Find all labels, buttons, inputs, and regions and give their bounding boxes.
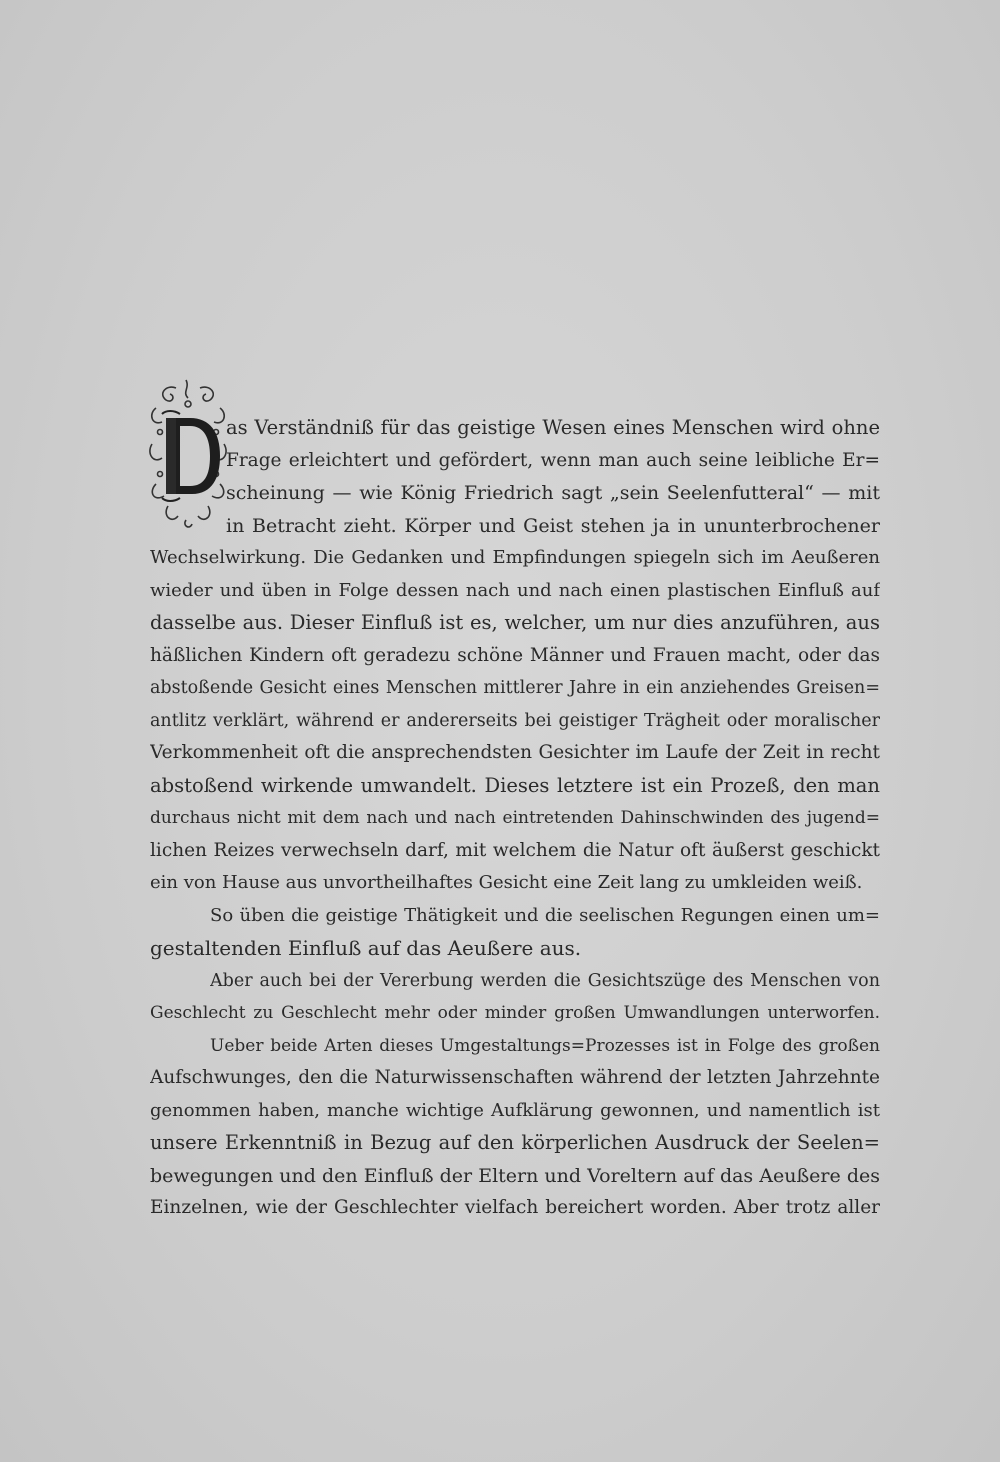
body-text <box>150 412 880 1225</box>
text-line: in Betracht zieht. Körper und Geist stehen ja in ununterbrochener <box>226 514 880 537</box>
text-line: lichen Reizes verwechseln darf, mit welchem die Natur oft äußerst geschickt <box>150 839 880 861</box>
text-line: durchaus nicht mit dem nach und nach eintretenden Dahinschwinden des jugend= <box>150 808 880 828</box>
text-line: abstoßende Gesicht eines Menschen mittlerer Jahre in ein anziehendes Greisen= <box>150 678 880 698</box>
text-line: So üben die geistige Thätigkeit und die seelischen Regungen einen um= <box>210 904 880 926</box>
text-line: genommen haben, manche wichtige Aufklärung gewonnen, und namentlich ist <box>150 1099 880 1121</box>
text-line: bewegungen und den Einfluß der Eltern und Voreltern auf das Aeußere des <box>150 1164 880 1187</box>
text-line: Ueber beide Arten dieses Umgestaltungs=Prozesses ist in Folge des großen <box>210 1035 880 1056</box>
text-line: Wechselwirkung. Die Gedanken und Empfindungen spiegeln sich im Aeußeren <box>150 547 880 568</box>
text-line: Frage erleichtert und gefördert, wenn man auch seine leibliche Er= <box>226 449 880 471</box>
text-line: Geschlecht zu Geschlecht mehr oder minder großen Umwandlungen unterworfen. <box>150 1003 880 1023</box>
text-line: Aber auch bei der Vererbung werden die Gesichtszüge des Menschen von <box>210 970 880 991</box>
text-line: Aufschwunges, den die Naturwissenschaften während der letzten Jahrzehnte <box>150 1067 880 1088</box>
text-line: häßlichen Kindern oft geradezu schöne Männer und Frauen macht, oder das <box>150 644 880 666</box>
text-line: Verkommenheit oft die ansprechendsten Gesichter im Laufe der Zeit in recht <box>150 742 880 763</box>
text-line: gestaltenden Einfluß auf das Aeußere aus. <box>150 936 582 960</box>
text-line: dasselbe aus. Dieser Einfluß ist es, welcher, um nur dies anzuführen, aus <box>150 611 880 634</box>
text-line: wieder und üben in Folge dessen nach und nach einen plastischen Einfluß auf <box>150 579 880 601</box>
text-line: as Verständniß für das geistige Wesen eines Menschen wird ohne <box>226 416 880 439</box>
text-line: scheinung — wie König Friedrich sagt „sein Seelenfutteral“ — mit <box>226 482 880 504</box>
text-line: unsere Erkenntniß in Bezug auf den körperlichen Ausdruck der Seelen= <box>150 1131 880 1154</box>
text-line: antlitz verklärt, während er andererseits bei geistiger Trägheit oder moralischer <box>150 710 880 731</box>
text-line: Einzelnen, wie der Geschlechter vielfach bereichert worden. Aber trotz aller <box>150 1197 880 1218</box>
text-line: ein von Hause aus unvortheilhaftes Gesicht eine Zeit lang zu umkleiden weiß. <box>150 872 863 893</box>
text-line: abstoßend wirkende umwandelt. Dieses letztere ist ein Prozeß, den man <box>150 773 880 797</box>
